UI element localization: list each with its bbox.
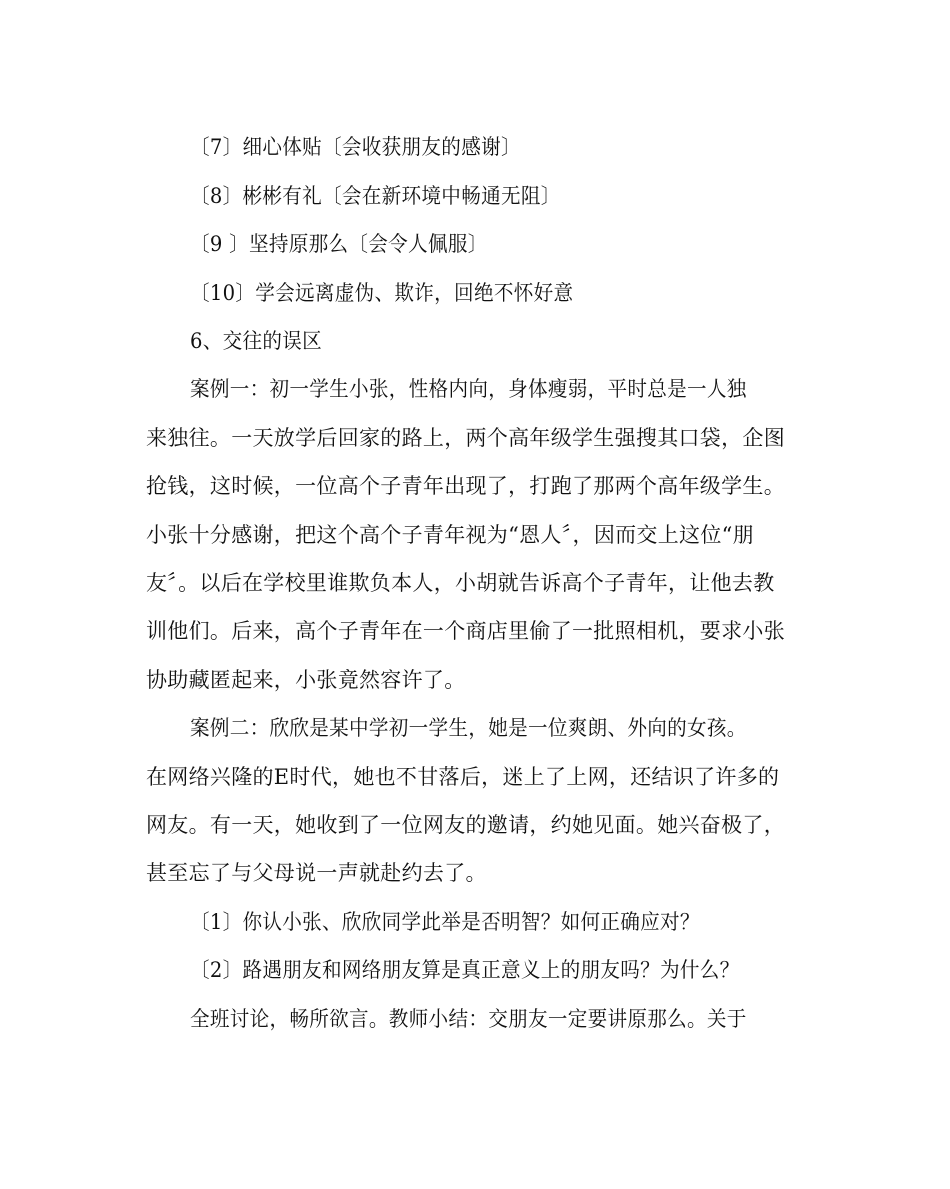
case-one-line-3: 抢钱，这时候，一位高个子青年出现了，打跑了那两个高年级学生。 [146,474,785,498]
list-item-10: 〔10〕学会远离虚伪、欺诈，回绝不怀好意 [190,281,574,305]
case-one-line-6: 训他们。后来，高个子青年在一个商店里偷了一批照相机，要求小张 [146,619,785,643]
case-two-line-3: 网友。有一天，她收到了一位网友的邀请，约她见面。她兴奋极了， [146,813,785,837]
case-one-line-2: 来独往。一天放学后回家的路上，两个高年级学生强搜其口袋，企图 [146,426,785,450]
section-heading: 6、交往的误区 [190,329,323,353]
case-one-line-1: 案例一：初一学生小张，性格内向，身体瘦弱，平时总是一人独 [190,377,747,401]
list-item-8: 〔8〕彬彬有礼〔会在新环境中畅通无阻〕 [190,184,561,208]
case-two-line-4: 甚至忘了与父母说一声就赴约去了。 [146,861,487,885]
case-one-line-4: 小张十分感谢，把这个高个子青年视为“恩人〞，因而交上这位“朋 [146,523,754,547]
case-two-line-1: 案例二：欣欣是某中学初一学生，她是一位爽朗、外向的女孩。 [190,716,747,740]
question-2: 〔2〕路遇朋友和网络朋友算是真正意义上的朋友吗？为什么？ [190,958,740,982]
list-item-7: 〔7〕细心体贴〔会收获朋友的感谢〕 [190,135,521,159]
summary-line: 全班讨论，畅所欲言。教师小结：交朋友一定要讲原那么。关于 [190,1007,747,1031]
case-one-line-7: 协助藏匿起来，小张竟然容许了。 [146,668,466,692]
list-item-9: 〔9 〕坚持原那么〔会令人佩服〕 [190,232,488,256]
case-one-line-5: 友〞。以后在学校里谁欺负本人，小胡就告诉高个子青年，让他去教 [146,571,775,595]
question-1: 〔1〕你认小张、欣欣同学此举是否明智？如何正确应对？ [190,910,700,934]
case-two-line-2: 在网络兴隆的E时代，她也不甘落后，迷上了上网，还结识了许多的 [146,765,780,789]
